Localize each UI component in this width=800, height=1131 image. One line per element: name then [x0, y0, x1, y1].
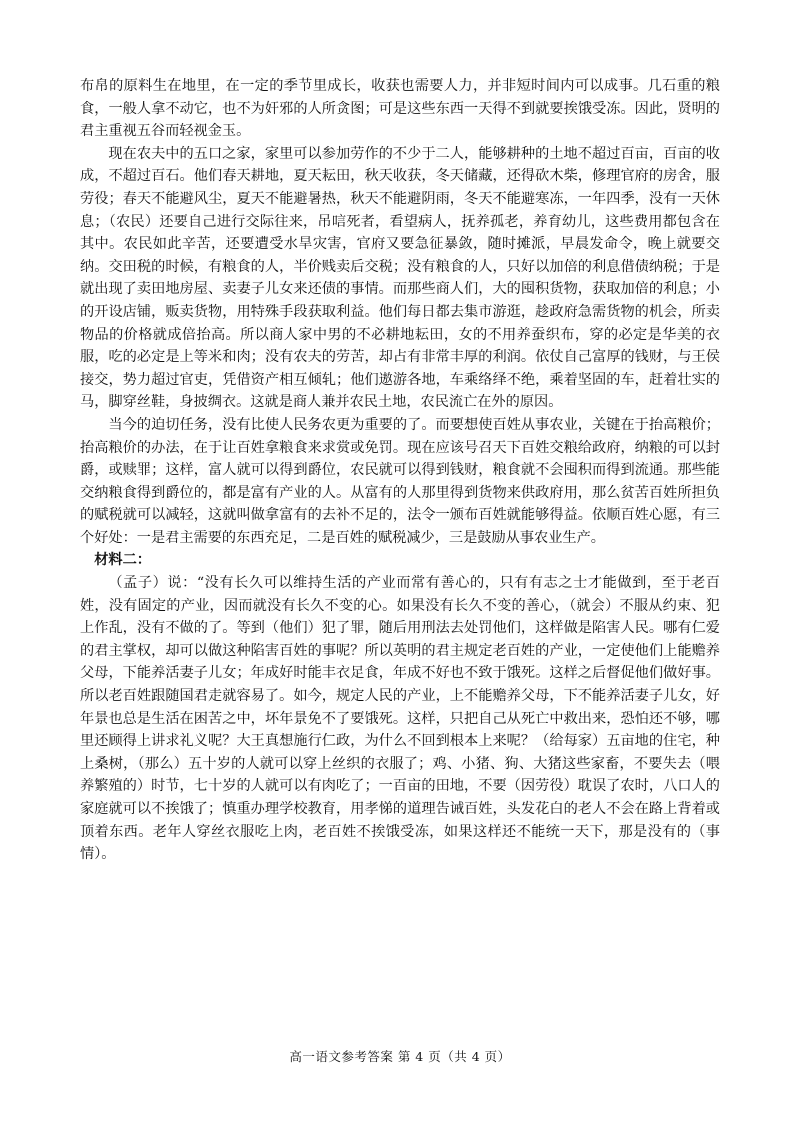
- paragraph-grain-value: 布帛的原料生在地里，在一定的季节里成长，收获也需要人力，并非短时间内可以成事。几石重的粮食，一般人拿不动它，也不为奸邪的人所贪图；可是这些东西一天得不到就要挨饿受冻。因此，贤明的君主重视五谷而轻视金玉。: [80, 78, 720, 140]
- page-footer: 高一语文参考答案 第 4 页（共 4 页）: [289, 1049, 511, 1064]
- document-body: [80, 75, 720, 866]
- paragraph-mencius: （孟子）说：“没有长久可以维持生活的产业而常有善心的，只有有志之士才能做到，至于老百姓，没有固定的产业，因而就没有长久不变的心。如果没有长久不变的善心，（就会）不服从约束、犯上作乱，没有不做的了。等到（他们）犯了罪，随后用刑法去处罚他们，这样做是陷害人民。哪有仁爱的君主掌权，却可以做这种陷害百姓的事呢？所以英明的君主规定老百姓的产业，一定使他们上能赡养父母，下能养活妻子儿女；年成好时能丰衣足食，年成不好也不致于饿死。这样之后督促他们做好事。所以老百姓跟随国君走就容易了。如今，规定人民的产业，上不能赡养父母，下不能养活妻子儿女，好年景也总是生活在困苦之中，坏年景免不了要饿死。这样，只把自己从死亡中救出来，恐怕还不够，哪里还顾得上讲求礼义呢？大王真想施行仁政，为什么不回到根本上来呢？（给每家）五亩地的住宅，种上桑树，（那么）五十岁的人就可以穿上丝织的衣服了；鸡、小猪、狗、大猪这些家畜，不要失去（喂养繁殖的）时节，七十岁的人就可以有肉吃了；一百亩的田地，不要（因劳役）耽误了农时，八口人的家庭就可以不挨饿了；慎重办理学校教育，用孝悌的道理告诫百姓，头发花白的老人不会在路上背着或顶着东西。老年人穿丝衣服吃上肉，老百姓不挨饿受冻，如果这样还不能统一天下，那是没有的（事情）。: [80, 575, 720, 863]
- paragraph-farmer-hardship: 现在农夫中的五口之家，家里可以参加劳作的不少于二人，能够耕种的土地不超过百亩，百亩的收成，不超过百石。他们春天耕地，夏天耘田，秋天收获，冬天储藏，还得砍木柴，修理官府的房舍，服劳役；春天不能避风尘，夏天不能避暑热，秋天不能避阴雨，冬天不能避寒冻，一年四季，没有一天休息；（农民）还要自己进行交际往来，吊唁死者，看望病人，抚养孤老，养育幼儿，这些费用都包含在其中。农民如此辛苦，还要遭受水旱灾害，官府又要急征暴敛，随时摊派，早晨发命令，晚上就要交纳。交田税的时候，有粮食的人，半价贱卖后交税；没有粮食的人，只好以加倍的利息借债纳税；于是就出现了卖田地房屋、卖妻子儿女来还债的事情。而那些商人们，大的囤积货物，获取加倍的利息；小的开设店铺，贩卖货物，用特殊手段获取利益。他们每日都去集市游逛，趁政府急需货物的机会，所卖物品的价格就成倍抬高。所以商人家中男的不必耕地耘田，女的不用养蚕织布，穿的必定是华美的衣服，吃的必定是上等米和肉；没有农夫的劳苦，却占有非常丰厚的利润。依仗自己富厚的钱财，与王侯接交，势力超过官吏，凭借资产相互倾轧；他们遨游各地，车乘络绎不绝，乘着坚固的车，赶着壮实的马，脚穿丝鞋，身披绸衣。这就是商人兼并农民土地，农民流亡在外的原因。: [80, 145, 720, 411]
- material-two-heading: 材料二：: [94, 552, 151, 569]
- paragraph-grain-policy: 当今的迫切任务，没有比使人民务农更为重要的了。而要想使百姓从事农业，关键在于抬高粮价；抬高粮价的办法，在于让百姓拿粮食来求赏或免罚。现在应该号召天下百姓交粮给政府，纳粮的可以封爵，或赎罪；这样，富人就可以得到爵位，农民就可以得到钱财，粮食就不会囤积而得到流通。那些能交纳粮食得到爵位的，都是富有产业的人。从富有的人那里得到货物来供政府用，那么贫苦百姓所担负的赋税就可以减轻，这就叫做拿富有的去补不足的，法令一颁布百姓就能够得益。依顺百姓心愿，有三个好处：一是君主需要的东西充足，二是百姓的赋税减少，三是鼓励从事农业生产。: [80, 416, 720, 546]
